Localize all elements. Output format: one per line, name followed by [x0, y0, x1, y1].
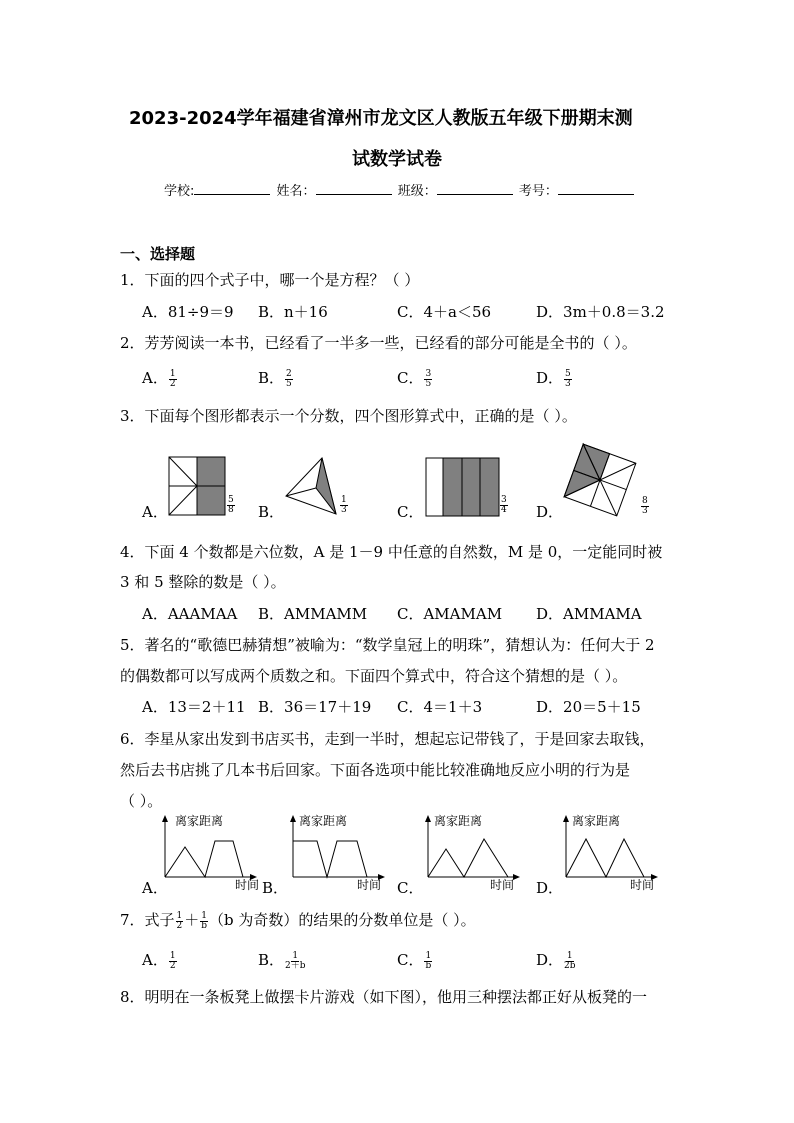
q1-option-c[interactable]: C．4＋a＜56 — [397, 303, 492, 321]
q1-option-a[interactable]: A．81÷9＝9 — [142, 303, 234, 321]
svg-text:时间: 时间 — [630, 878, 655, 891]
q6-stem-line2: 然后去书店挑了几本书后回家。下面各选项中能比较准确地反应小明的行为是 — [120, 761, 631, 779]
section-heading: 一、选择题 — [120, 245, 196, 263]
q3-option-c-label[interactable]: C． — [397, 503, 424, 521]
q6-graph-a — [155, 811, 270, 891]
q7-option-b[interactable]: B． $\frac{1}{2+b}$ — [258, 950, 306, 971]
q3-option-a-label[interactable]: A． — [142, 503, 168, 521]
q4-option-c[interactable]: C．AMAMAM — [397, 605, 503, 623]
fraction: $\frac{5}{3}$ — [565, 368, 571, 389]
q5-option-b[interactable]: B．36＝17＋19 — [258, 698, 372, 716]
school-label: 学校: — [164, 184, 195, 199]
q7-option-d[interactable]: D． $\frac{1}{2b}$ — [536, 950, 576, 971]
q4-stem-line1: 4．下面 4 个数都是六位数，A 是 1－9 中任意的自然数，M 是 0，一定能同时被 — [120, 543, 663, 561]
exam-no-blank[interactable] — [558, 182, 634, 195]
q6-option-a-label[interactable]: A． — [142, 879, 168, 897]
q5-option-c[interactable]: C．4＝1＋3 — [397, 698, 483, 716]
fraction: $\frac{3}{5}$ — [425, 368, 432, 389]
q3-option-d-label[interactable]: D． — [536, 503, 564, 521]
fraction: $\frac{1}{2+b}$ — [285, 950, 306, 971]
q6-stem-line1: 6．李星从家出发到书店买书，走到一半时，想起忘记带钱了，于是回家去取钱， — [120, 730, 655, 748]
q6-graph-b — [283, 811, 398, 891]
q8-stem: 8．明明在一条板凳上做摆卡片游戏（如下图），他用三种摆法都正好从板凳的一 — [120, 988, 648, 1006]
q1-option-d[interactable]: D．3m＋0.8＝3.2 — [536, 303, 665, 321]
q5-stem-line2: 的偶数都可以写成两个质数之和。下面四个算式中，符合这个猜想的是（ ）。 — [120, 667, 628, 685]
student-info-line — [164, 180, 636, 199]
fraction: $\frac{1}{2}$ — [169, 950, 176, 971]
q3-figure-a — [168, 456, 228, 518]
name-blank[interactable] — [316, 182, 392, 195]
q2-stem: 2．芳芳阅读一本书，已经看了一半多一些，已经看的部分可能是全书的（ ）。 — [120, 334, 637, 352]
q6-option-c-label[interactable]: C． — [397, 879, 424, 897]
q4-option-a[interactable]: A．AAAMAA — [142, 605, 238, 623]
q2-option-a[interactable]: A． $\frac{1}{2}$ — [142, 368, 176, 389]
q3-figure-a-fraction: $\frac{5}{8}$ — [228, 495, 234, 515]
q3-figure-c — [425, 457, 501, 519]
q4-stem-line2: 3 和 5 整除的数是（ ）。 — [120, 573, 286, 591]
fraction: $\frac{1}{b}$ — [425, 950, 432, 971]
q7-option-c[interactable]: C． $\frac{1}{b}$ — [397, 950, 432, 971]
q1-option-b[interactable]: B．n＋16 — [258, 303, 328, 321]
school-blank[interactable] — [194, 182, 270, 195]
q7-option-a[interactable]: A． $\frac{1}{2}$ — [142, 950, 176, 971]
q6-graph-c — [418, 811, 533, 891]
svg-text:时间: 时间 — [357, 878, 382, 891]
q2-option-c[interactable]: C． $\frac{3}{5}$ — [397, 368, 432, 389]
q6-graph-d — [556, 811, 671, 891]
page-title-line1: 2023-2024学年福建省漳州市龙文区人教版五年级下册期末测 — [129, 108, 633, 129]
svg-text:离家距离: 离家距离 — [572, 814, 621, 828]
q3-figure-c-fraction: $\frac{3}{4}$ — [501, 495, 507, 515]
fraction: $\frac{1}{b}$ — [201, 910, 208, 931]
class-blank[interactable] — [437, 182, 513, 195]
q5-option-d[interactable]: D．20＝5＋15 — [536, 698, 641, 716]
q6-option-d-label[interactable]: D． — [536, 879, 564, 897]
svg-text:时间: 时间 — [490, 878, 515, 891]
q5-stem-line1: 5．著名的“歌德巴赫猜想”被喻为：“数学皇冠上的明珠”，猜想认为：任何大于 2 — [120, 636, 655, 654]
page-title-line2: 试数学试卷 — [352, 149, 442, 170]
q7-stem: 7．式子 $\frac{1}{2}$ ＋ $\frac{1}{b}$ （b 为奇数）的结果的分数单位是（ ）。 — [120, 910, 476, 931]
q3-option-b-label[interactable]: B． — [258, 503, 285, 521]
svg-text:时间: 时间 — [235, 878, 260, 891]
svg-text:离家距离: 离家距离 — [175, 814, 224, 828]
q3-stem: 3．下面每个图形都表示一个分数，四个图形算式中，正确的是（ ）。 — [120, 407, 577, 425]
q2-option-d[interactable]: D． $\frac{5}{3}$ — [536, 368, 571, 389]
fraction: $\frac{1}{2}$ — [176, 910, 183, 931]
fraction: $\frac{2}{5}$ — [286, 368, 292, 389]
q2-option-b[interactable]: B． $\frac{2}{5}$ — [258, 368, 292, 389]
q3-figure-d — [560, 440, 640, 520]
q4-option-b[interactable]: B．AMMAMM — [258, 605, 368, 623]
q6-stem-line3: （ ）。 — [120, 792, 163, 810]
name-label: 姓名： — [276, 184, 316, 199]
q6-option-b-label[interactable]: B． — [262, 879, 289, 897]
svg-text:离家距离: 离家距离 — [434, 814, 483, 828]
svg-text:离家距离: 离家距离 — [299, 814, 348, 828]
q1-stem: 1．下面的四个式子中，哪一个是方程？（ ） — [120, 271, 420, 289]
exam-no-label: 考号： — [518, 184, 558, 199]
class-label: 班级： — [397, 184, 437, 199]
q3-figure-b-fraction: $\frac{1}{3}$ — [341, 495, 347, 515]
q3-figure-d-fraction: $\frac{8}{3}$ — [642, 496, 648, 516]
fraction: $\frac{1}{2b}$ — [564, 950, 576, 971]
fraction: $\frac{1}{2}$ — [169, 368, 176, 389]
q5-option-a[interactable]: A．13＝2＋11 — [142, 698, 246, 716]
q3-figure-b — [284, 456, 344, 520]
q4-option-d[interactable]: D．AMMAMA — [536, 605, 642, 623]
